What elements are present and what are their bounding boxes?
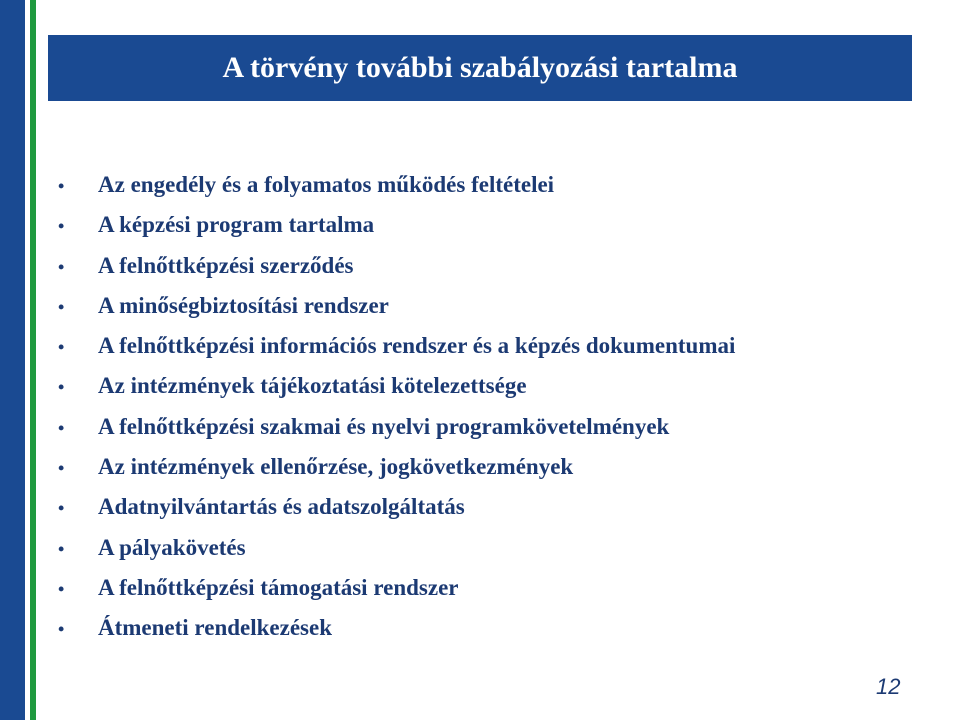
list-item xyxy=(55,333,735,373)
bullet-icon: • xyxy=(58,377,65,398)
title-banner xyxy=(48,35,912,101)
list-item xyxy=(55,373,735,413)
bullet-list xyxy=(55,172,735,656)
list-item xyxy=(55,575,735,615)
bullet-icon: • xyxy=(58,176,65,196)
list-item-text: A felnőttképzési szerződés xyxy=(98,252,354,278)
bullet-icon: • xyxy=(58,498,65,519)
list-item xyxy=(55,615,735,655)
list-item-text: A felnőttképzési támogatási rendszer xyxy=(98,574,459,600)
list-item-text: Átmeneti rendelkezések xyxy=(98,615,332,641)
list-item-text: Az intézmények ellenőrzése, jogkövetkezmények xyxy=(98,454,574,480)
left-green-bar xyxy=(30,0,36,720)
list-item-text: A felnőttképzési szakmai és nyelvi programkövetelmények xyxy=(98,413,670,439)
page-number: 12 xyxy=(876,674,901,699)
list-item-text: A minőségbiztosítási rendszer xyxy=(98,292,389,318)
bullet-icon: • xyxy=(58,216,65,237)
bullet-icon: • xyxy=(58,619,65,640)
list-item-text: Az engedély és a folyamatos működés feltételei xyxy=(98,172,555,197)
list-item xyxy=(55,253,735,293)
bullet-icon: • xyxy=(58,337,65,358)
list-item-text: A pályakövetés xyxy=(98,534,246,560)
list-item xyxy=(55,414,735,454)
list-item-text: A felnőttképzési információs rendszer és a képzés dokumentumai xyxy=(98,333,736,359)
slide-title: A törvény további szabályozási tartalma xyxy=(222,51,738,84)
bullet-icon: • xyxy=(58,578,65,599)
list-item xyxy=(55,535,735,575)
bullet-icon: • xyxy=(58,538,65,559)
list-item-text: A képzési program tartalma xyxy=(98,212,375,238)
list-item xyxy=(55,494,735,534)
list-item xyxy=(55,454,735,494)
bullet-icon: • xyxy=(58,458,65,479)
bullet-icon: • xyxy=(58,296,65,317)
bullet-icon: • xyxy=(58,256,65,277)
list-item xyxy=(55,172,735,212)
list-item xyxy=(55,212,735,252)
list-item-text: Adatnyilvántartás és adatszolgáltatás xyxy=(98,494,465,520)
list-item xyxy=(55,293,735,333)
bullet-icon: • xyxy=(58,417,65,438)
list-item-text: Az intézmények tájékoztatási kötelezettsége xyxy=(98,373,527,399)
left-blue-bar xyxy=(0,0,25,720)
